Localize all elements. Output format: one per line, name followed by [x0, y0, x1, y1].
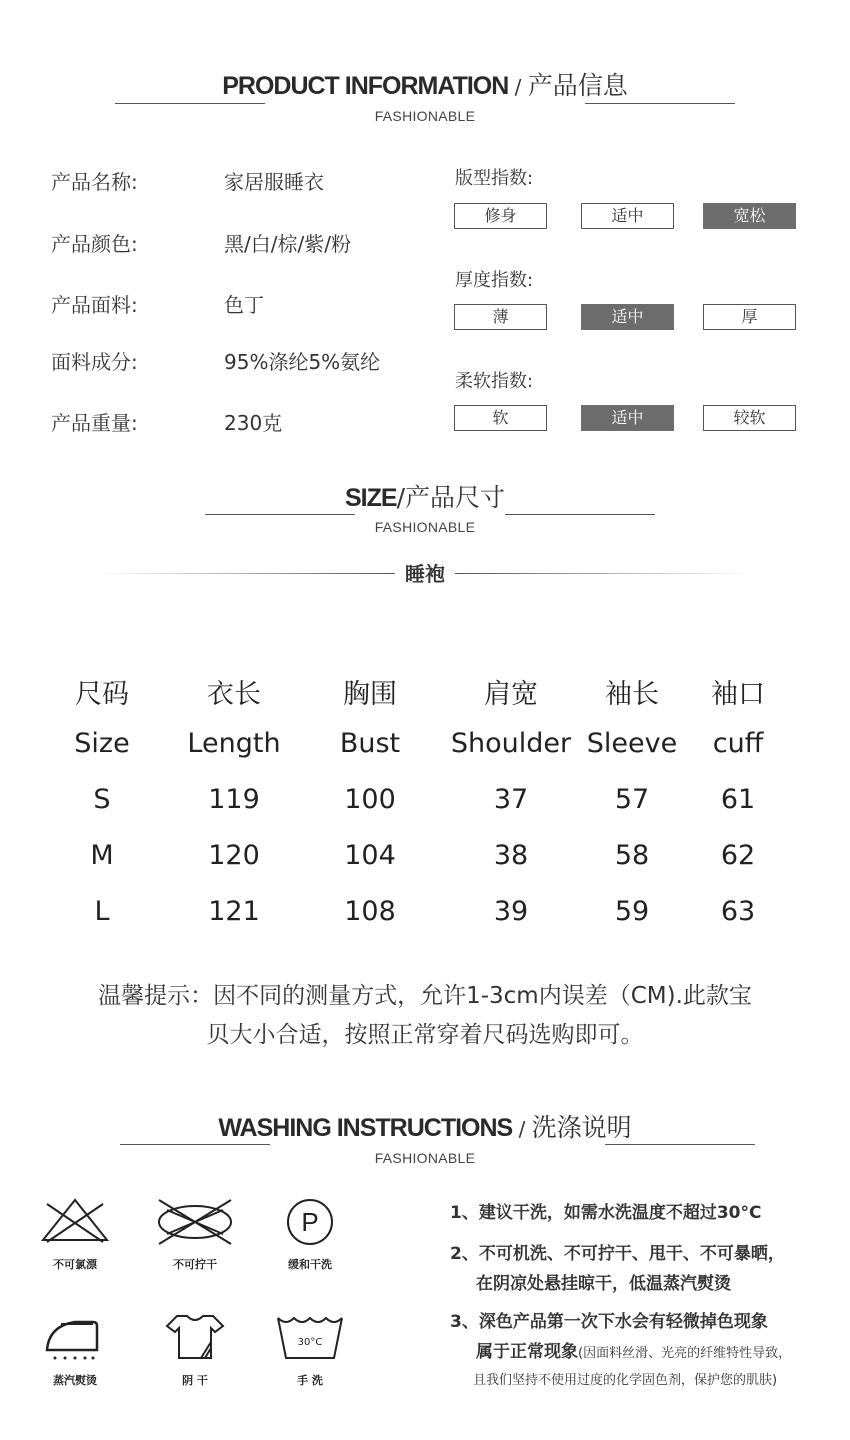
size-cell: 104 [344, 840, 396, 871]
size-cell: 37 [493, 784, 529, 815]
wash-instruction-1: 1、建议干洗，如需水洗温度不超过30°C [450, 1203, 762, 1223]
index-option-selected: 适中 [581, 304, 674, 330]
info-value: 230克 [224, 411, 283, 435]
washing-title-zh: 洗涤说明 [531, 1113, 632, 1142]
info-value: 95%涤纶5%氨纶 [224, 350, 381, 374]
wash-instruction-3-note-cont: 且我们坚持不使用过度的化学固色剂，保护您的肌肤) [473, 1373, 778, 1388]
dry-clean-icon [270, 1196, 350, 1246]
size-tip-line: 贝大小合适，按照正常穿着尺码选购即可。 [206, 1022, 644, 1048]
hand-wash-icon [270, 1312, 350, 1362]
size-cell: 119 [208, 784, 260, 815]
size-cell: L [94, 896, 110, 927]
wash-icon-label: 缓和干洗 [288, 1258, 332, 1271]
washing-title-en: WASHING INSTRUCTIONS [218, 1114, 513, 1142]
wash-instruction-2-cont: 在阴凉处悬挂晾干，低温蒸汽熨烫 [476, 1274, 731, 1294]
wash-icon-label: 不可拧干 [173, 1258, 217, 1271]
product-info-subtitle: FASHIONABLE [374, 108, 476, 124]
wash-instruction-2: 2、不可机洗、不可拧干、甩干、不可暴晒， [450, 1244, 785, 1264]
divider-line [585, 103, 735, 104]
size-header-en: Shoulder [450, 728, 572, 759]
size-subtitle: FASHIONABLE [374, 519, 476, 535]
size-cell: 58 [614, 840, 650, 871]
size-header-en: Bust [339, 728, 401, 759]
steam-iron-icon [35, 1312, 115, 1362]
index-label: 厚度指数: [455, 270, 534, 291]
info-value: 色丁 [224, 293, 264, 317]
index-label: 柔软指数: [455, 371, 534, 392]
size-header-en: cuff [712, 728, 764, 759]
index-option: 厚 [703, 304, 796, 330]
size-tip [30, 977, 820, 1055]
size-cell: M [90, 840, 114, 871]
divider-line [505, 514, 655, 515]
size-cell: 120 [208, 840, 260, 871]
size-title-en: SIZE [344, 484, 397, 512]
size-title-zh: 产品尺寸 [405, 483, 506, 512]
divider-line [120, 1144, 270, 1145]
no-wring-icon [155, 1196, 235, 1246]
wash-instruction-3: 3、深色产品第一次下水会有轻微掉色现象 [450, 1312, 768, 1332]
size-header-zh: 胸围 [343, 679, 397, 710]
index-label: 版型指数: [455, 168, 534, 189]
hand-wash-temp: 30°C [297, 1337, 323, 1348]
index-option: 软 [454, 405, 547, 431]
divider-line [605, 1144, 755, 1145]
index-option: 薄 [454, 304, 547, 330]
info-value: 黑/白/棕/紫/粉 [224, 232, 351, 256]
info-value: 家居服睡衣 [224, 170, 324, 194]
washing-title [0, 1108, 850, 1144]
wash-icon-label: 蒸汽熨烫 [53, 1374, 97, 1387]
info-label: 面料成分: [51, 350, 138, 374]
size-tip-line: 温馨提示：因不同的测量方式，允许1-3cm内误差（CM).此款宝 [98, 983, 752, 1009]
wash-icon-label: 手 洗 [297, 1374, 323, 1387]
size-header-zh: 肩宽 [484, 679, 538, 710]
size-cell: S [93, 784, 111, 815]
title-separator: / [396, 483, 405, 512]
wash-instruction-3-note: (因面料丝滑、光亮的纤维特性导致， [578, 1346, 792, 1361]
size-cell: 61 [720, 784, 756, 815]
divider-line [115, 103, 265, 104]
size-header-zh: 衣长 [207, 679, 261, 710]
no-bleach-icon [35, 1196, 115, 1246]
wash-icon-label: 阴 干 [182, 1374, 208, 1387]
shade-dry-icon [155, 1312, 235, 1362]
size-cell: 62 [720, 840, 756, 871]
index-option: 适中 [581, 203, 674, 229]
product-info-title-en: PRODUCT INFORMATION [222, 72, 509, 100]
size-cell: 38 [493, 840, 529, 871]
index-option: 修身 [454, 203, 547, 229]
divider-line [205, 514, 355, 515]
fade-divider-right [455, 573, 750, 574]
size-header-en: Size [74, 728, 130, 759]
info-label: 产品颜色: [51, 232, 138, 256]
size-cell: 57 [614, 784, 650, 815]
size-header-zh: 袖口 [711, 679, 765, 710]
index-option-selected: 适中 [581, 405, 674, 431]
product-info-title-zh: 产品信息 [527, 71, 628, 100]
size-cell: 108 [344, 896, 396, 927]
info-label: 产品重量: [51, 411, 138, 435]
wash-instruction-3-bold: 属于正常现象 [476, 1342, 578, 1362]
garment-label: 睡袍 [405, 562, 445, 586]
size-cell: 39 [493, 896, 529, 927]
size-cell: 100 [344, 784, 396, 815]
product-info-title [0, 66, 850, 102]
wash-instruction-3-cont [476, 1337, 791, 1362]
washing-subtitle: FASHIONABLE [374, 1150, 476, 1166]
size-title [0, 478, 850, 514]
index-option-selected: 宽松 [703, 203, 796, 229]
info-label: 产品面料: [51, 293, 138, 317]
wash-icon-label: 不可氯漂 [53, 1258, 97, 1271]
size-header-zh: 袖长 [605, 679, 659, 710]
index-option: 较软 [703, 405, 796, 431]
info-label: 产品名称: [51, 170, 138, 194]
size-cell: 59 [614, 896, 650, 927]
title-separator: / [508, 75, 528, 99]
size-cell: 63 [720, 896, 756, 927]
size-header-en: Length [187, 728, 281, 759]
size-header-en: Sleeve [586, 728, 678, 759]
dry-clean-symbol: P [301, 1207, 319, 1237]
title-separator: / [512, 1117, 532, 1141]
size-cell: 121 [208, 896, 260, 927]
size-header-zh: 尺码 [75, 679, 129, 710]
